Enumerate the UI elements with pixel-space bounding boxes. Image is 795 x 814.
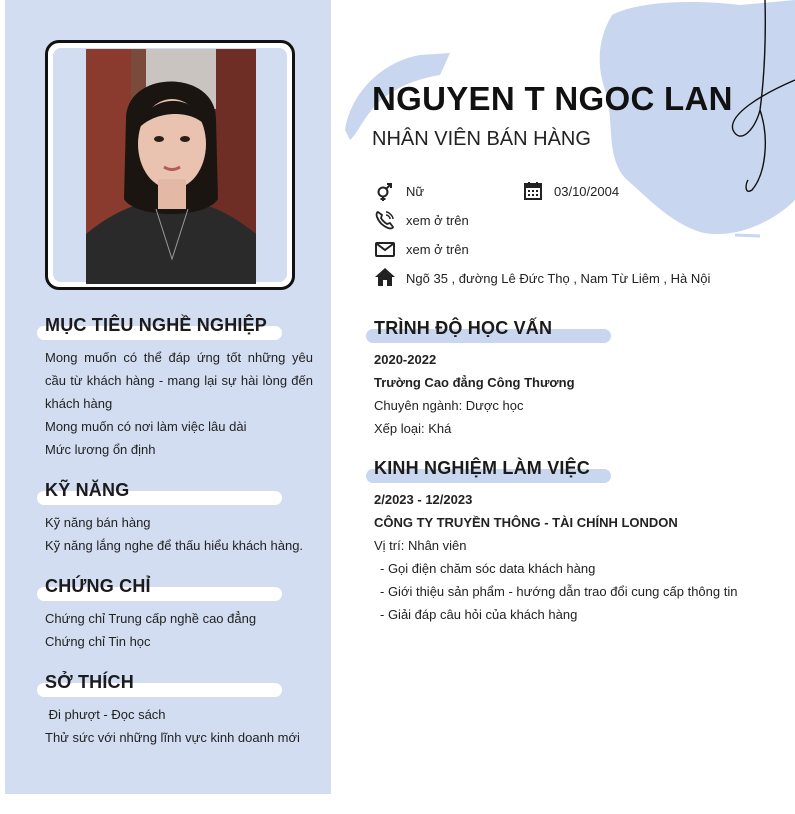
skill-item: Kỹ năng lắng nghe để thấu hiểu khách hàng.: [45, 538, 304, 553]
skill-item: Kỹ năng bán hàng: [45, 515, 151, 530]
certificate-item: Chứng chỉ Trung cấp nghề cao đẳng: [45, 611, 257, 626]
email-value: xem ở trên: [406, 242, 469, 257]
experience-position: Vị trí: Nhân viên: [374, 538, 467, 553]
profile-photo: [86, 49, 256, 284]
objective-line: Mức lương ổn định: [45, 442, 156, 457]
candidate-role: NHÂN VIÊN BÁN HÀNG: [372, 128, 591, 150]
address-value: Ngõ 35 , đường Lê Đức Thọ , Nam Từ Liêm , Hà Nội: [406, 271, 711, 286]
experience-period: 2/2023 - 12/2023: [374, 492, 473, 507]
experience-duty: - Gọi điện chăm sóc data khách hàng: [380, 561, 596, 576]
objective-title: MỤC TIÊU NGHỀ NGHIỆP: [45, 315, 268, 335]
education-period: 2020-2022: [374, 352, 437, 367]
hobbies-title: SỞ THÍCH: [45, 672, 134, 692]
profile-photo-frame: [45, 40, 295, 290]
hobby-item: Thử sức với những lĩnh vực kinh doanh mới: [45, 730, 300, 745]
phone-icon: [374, 209, 396, 231]
education-grade: Xếp loại: Khá: [374, 421, 452, 436]
certificate-item: Chứng chỉ Tin học: [45, 634, 151, 649]
experience-duty: - Giải đáp câu hỏi của khách hàng: [380, 607, 578, 622]
experience-duty: - Giới thiệu sản phẩm - hướng dẫn trao đổi cung cấp thông tin: [380, 584, 738, 599]
objective-line: Mong muốn có nơi làm việc lâu dài: [45, 419, 247, 434]
calendar-icon: [522, 180, 544, 202]
gender-icon: [374, 180, 396, 202]
hobby-item: Đi phượt - Đọc sách: [45, 707, 166, 722]
education-major: Chuyên ngành: Dược học: [374, 398, 524, 413]
phone-value: xem ở trên: [406, 213, 469, 228]
experience-company: CÔNG TY TRUYỀN THÔNG - TÀI CHÍNH LONDON: [374, 515, 678, 530]
objective-paragraph: Mong muốn có thể đáp ứng tốt những yêu cầu từ khách hàng - mang lại sự hài lòng đến khách hàng: [45, 350, 313, 411]
experience-title: KINH NGHIỆM LÀM VIỆC: [374, 458, 591, 478]
education-title: TRÌNH ĐỘ HỌC VẤN: [374, 318, 553, 338]
gender-value: Nữ: [406, 184, 425, 199]
education-school: Trường Cao đẳng Công Thương: [374, 375, 575, 390]
certificates-title: CHỨNG CHỈ: [45, 576, 151, 596]
birthday-value: 03/10/2004: [554, 184, 620, 199]
skills-title: KỸ NĂNG: [45, 480, 130, 500]
mail-icon: [374, 238, 396, 260]
candidate-name: NGUYEN T NGOC LAN: [372, 80, 733, 117]
home-icon: [374, 266, 396, 288]
